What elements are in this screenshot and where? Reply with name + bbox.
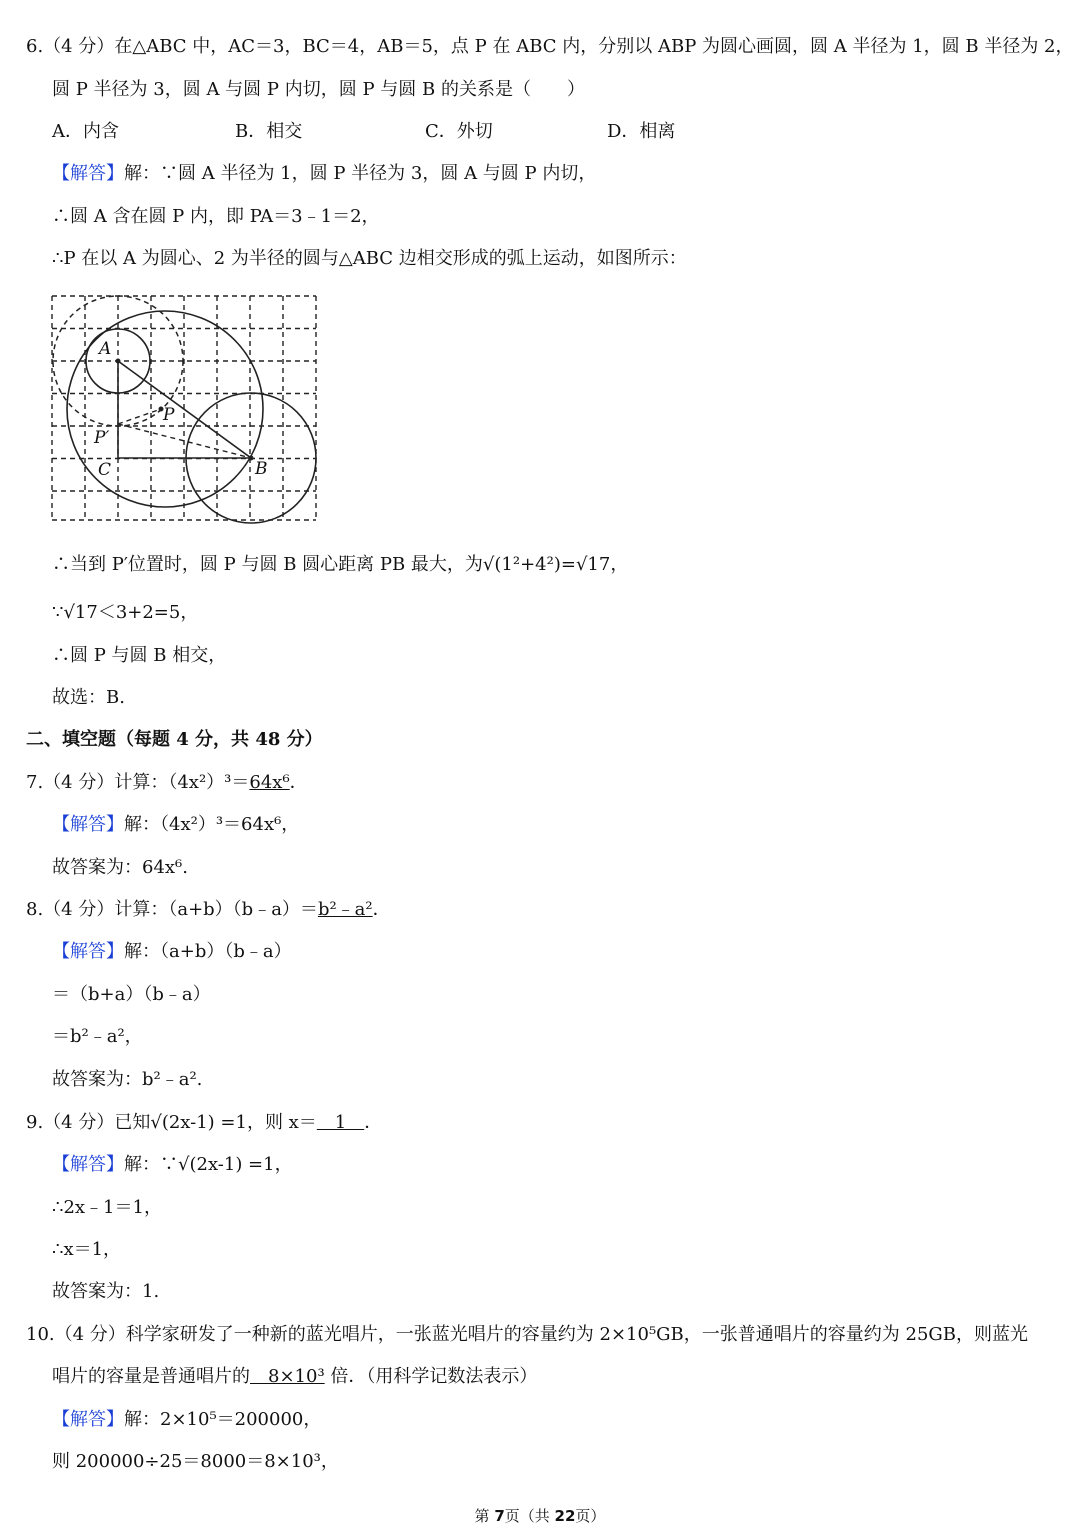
q10-stem-post: 倍．（用科学记数法表示） [324,1366,538,1387]
q9-solution-line3: ∴x＝1， [52,1239,122,1260]
q6-option-d: D．相离 [607,121,676,142]
q6-options [52,119,675,145]
q8-solution-line1 [52,939,292,965]
q8-stem [26,897,391,923]
segment-p-prime-p [118,409,161,424]
q9-solution-line4: 故答案为：1. [52,1281,160,1302]
grid-lines [52,296,316,520]
q7-answer: 64x⁶ [249,772,290,793]
q8-stem-end: ． [372,899,391,920]
point-a [116,359,121,364]
q6-solution-line6: ∴圆 P 与圆 B 相交， [52,645,227,666]
q10-solution-tag: 【解答】 [52,1409,124,1430]
q8-answer: b²﹣a² [317,899,373,920]
q8-solution-line3: ＝b²﹣a²， [52,1026,143,1047]
q6-solution-line3: ∴P 在以 A 为圆心、2 为半径的圆与△ABC 边相交形成的弧上运动，如图所示： [52,248,687,269]
q10-solution-line1 [52,1407,321,1433]
label-c: C [98,460,112,480]
q9-solution-text1: 解：∵√(2x-1) =1， [124,1154,293,1175]
q9-solution-line1 [52,1152,293,1178]
q7-solution-line1 [52,812,299,838]
q8-solution-line2: ＝（b+a）（b﹣a） [52,984,211,1005]
footer-mid: 页（共 [504,1507,555,1525]
q6-solution-line7: 故选：B. [52,687,125,708]
q9-solution-line2: ∴2x﹣1＝1， [52,1197,162,1218]
q10-solution-line2: 则 200000÷25＝8000＝8×10³， [52,1451,339,1472]
q6-solution-line4: ∴当到 P′位置时，圆 P 与圆 B 圆心距离 PB 最大，为√(1²+4²)=√17， [52,554,629,575]
q9-stem-end: ． [364,1112,383,1133]
q7-stem-text: 7.（4 分）计算：（4x²）³＝ [26,772,250,793]
q8-solution-tag: 【解答】 [52,941,124,962]
q9-solution-tag: 【解答】 [52,1154,124,1175]
q8-solution-line4: 故答案为：b²﹣a². [52,1069,203,1090]
q9-stem [26,1110,382,1136]
q10-stem-line2 [52,1364,537,1390]
q6-solution-text1: 解：∵圆 A 半径为 1，圆 P 半径为 3，圆 A 与圆 P 内切， [124,163,597,184]
footer-total-pages: 22 [554,1507,576,1525]
q10-answer: 8×10³ [250,1366,325,1387]
q10-stem-line1: 10.（4 分）科学家研发了一种新的蓝光唱片，一张蓝光唱片的容量约为 2×10⁵GB，一张普通唱片的容量约为 25GB，则蓝光 [26,1324,1029,1345]
footer-post: 页） [575,1507,606,1525]
q6-option-b: B．相交 [235,121,303,142]
q8-stem-text: 8.（4 分）计算：（a+b）（b﹣a）＝ [26,899,318,920]
q7-solution-tag: 【解答】 [52,814,124,835]
q10-stem-pre: 唱片的容量是普通唱片的 [52,1366,250,1387]
geometry-figure [48,292,320,524]
q7-solution-text1: 解：（4x²）³＝64x⁶， [124,814,300,835]
q7-solution-line2: 故答案为：64x⁶. [52,857,188,878]
page-footer [0,1505,1080,1527]
q10-solution-text1: 解：2×10⁵＝200000， [124,1409,322,1430]
label-p-prime: P′ [94,428,110,448]
label-b: B [255,459,268,479]
footer-page-number: 7 [494,1507,505,1525]
q6-solution-tag: 【解答】 [52,163,124,184]
label-p: P [163,405,175,425]
q6-stem-line1: 6.（4 分）在△ABC 中，AC＝3，BC＝4，AB＝5，点 P 在 ABC 内，分别以 ABP 为圆心画圆，圆 A 半径为 1，圆 B 半径为 2， [26,36,1074,57]
q6-option-a: A．内含 [52,121,119,142]
q7-stem-end: ． [289,772,308,793]
q6-solution-line2: ∴圆 A 含在圆 P 内，即 PA＝3﹣1＝2， [52,206,380,227]
q9-answer: 1 [316,1112,365,1133]
q9-stem-text: 9.（4 分）已知√(2x-1) =1，则 x＝ [26,1112,317,1133]
footer-pre: 第 [474,1507,495,1525]
q6-option-c: C．外切 [425,121,493,142]
q6-solution-line5: ∵√17＜3+2=5， [52,602,199,623]
label-a: A [99,339,112,359]
q8-solution-text1: 解：（a+b）（b﹣a） [124,941,292,962]
q6-stem-line2: 圆 P 半径为 3，圆 A 与圆 P 内切，圆 P 与圆 B 的关系是（ ） [52,79,585,100]
point-b [249,456,254,461]
q7-stem [26,770,308,796]
section-title: 二、填空题（每题 4 分，共 48 分） [26,729,323,750]
q6-solution-line1 [52,161,596,187]
